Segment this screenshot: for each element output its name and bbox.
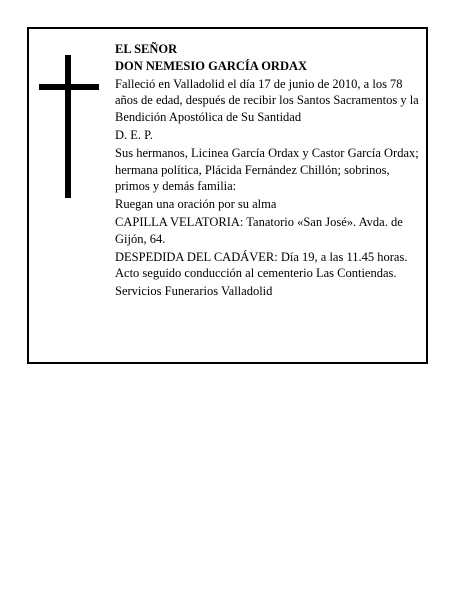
deceased-name: DON NEMESIO GARCÍA ORDAX	[115, 58, 308, 73]
obituary-notice	[27, 27, 428, 364]
cross-icon	[39, 55, 99, 198]
funeral-details: DESPEDIDA DEL CADÁVER: Día 19, a las 11.45 horas. Acto seguido conducción al cementerio Las Contiendas.	[115, 249, 408, 281]
cross-horizontal-bar	[39, 84, 99, 90]
family-members: Sus hermanos, Licinea García Ordax y Castor García Ordax; hermana política, Plácida Fernández Chillón; sobrinos, primos y demás familia:	[115, 145, 419, 194]
prayer-request: Ruegan una oración por su alma	[115, 197, 277, 212]
funeral-services-provider: Servicios Funerarios Valladolid	[115, 284, 273, 299]
cross-vertical-bar	[65, 55, 71, 198]
notice-text	[115, 41, 423, 300]
death-announcement: Falleció en Valladolid el día 17 de junio de 2010, a los 78 años de edad, después de recibir los Santos Sacramentos y la Bendición Apostólica de Su Santidad	[115, 76, 419, 125]
notice-heading-title: EL SEÑOR	[115, 42, 178, 56]
wake-location: CAPILLA VELATORIA: Tanatorio «San José». Avda. de Gijón, 64.	[115, 214, 403, 246]
rest-in-peace: D. E. P.	[115, 127, 153, 142]
